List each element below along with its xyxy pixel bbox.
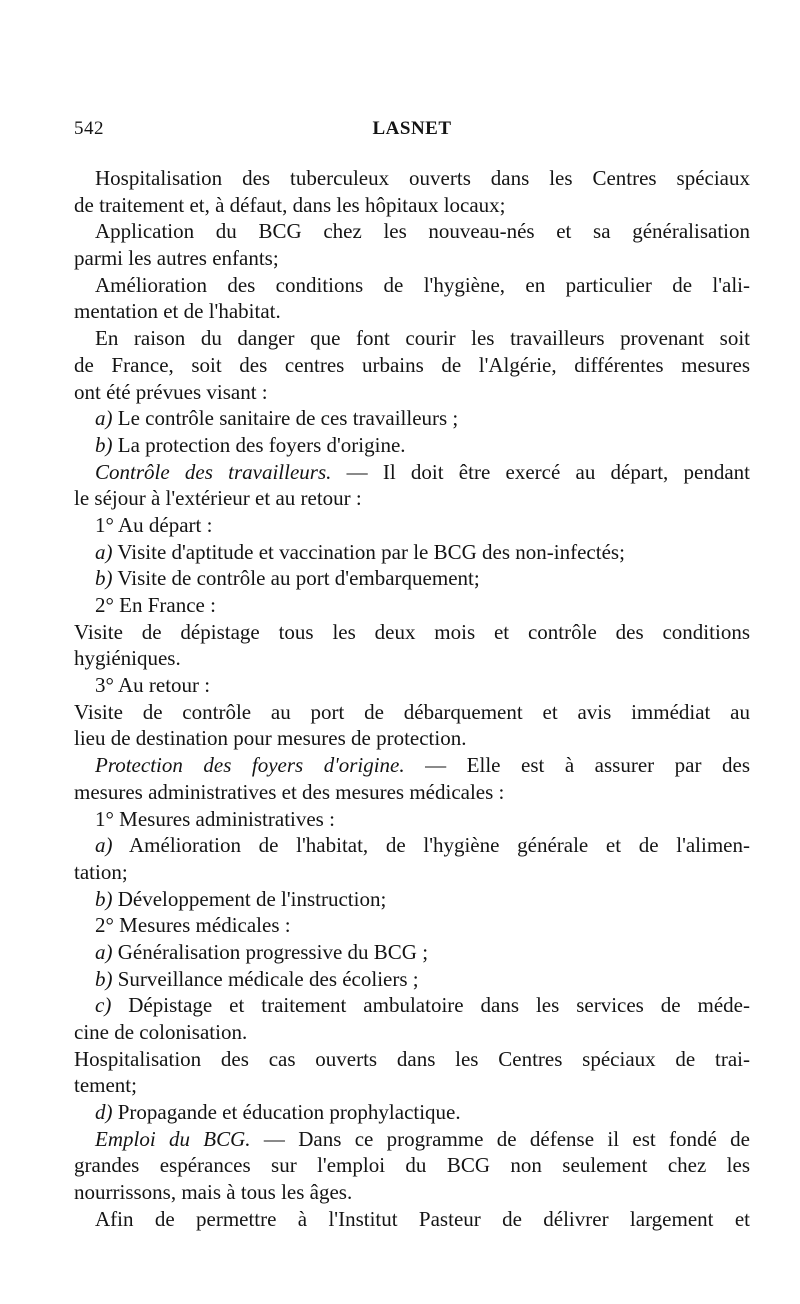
text-line: Hospitalisation des tuberculeux ouverts dans les Centres spéciaux [95,166,750,190]
list-item: b) Développement de l'instruction; [95,886,387,911]
running-title: LASNET [372,118,452,139]
section-heading: Emploi du BCG. [95,1126,251,1151]
text-line: hygiéniques. [74,646,181,671]
text-line: En raison du danger que font courir les travailleurs provenant soit [95,326,750,351]
list-item: a) Visite d'aptitude et vaccination par le BCG des non-infectés; [95,539,625,564]
page-header [74,118,750,142]
page-number: 542 [74,118,104,139]
text-line: tation; [74,859,128,884]
section-heading-line: Protection des foyers d'origine. — Elle est à assurer par des [95,753,750,778]
text-line: ont été prévues visant : [74,379,268,404]
text-line: Afin de permettre à l'Institut Pasteur de délivrer largement et [95,1206,750,1231]
text-line: de traitement et, à défaut, dans les hôpitaux locaux; [74,192,506,217]
text-line: nourrissons, mais à tous les âges. [74,1180,353,1205]
text-line: Application du BCG chez les nouveau-nés et sa généralisation [95,219,750,244]
text-line: Hospitalisation des cas ouverts dans les Centres spéciaux de trai- [74,1046,750,1071]
section-heading: Contrôle des travailleurs. [95,459,332,484]
text-line: le séjour à l'extérieur et au retour : [74,486,362,511]
list-item: b) Visite de contrôle au port d'embarquement; [95,566,480,591]
list-marker: b) [95,566,113,591]
list-marker: b) [95,966,113,991]
list-marker: a) [95,539,113,564]
list-marker: b) [95,432,113,457]
list-marker: c) [95,993,112,1018]
text-line: 2° Mesures médicales : [95,913,291,938]
list-marker: a) [95,406,113,431]
section-heading: Protection des foyers d'origine. [95,753,405,778]
text-line: de France, soit des centres urbains de l'Algérie, différentes mesures [74,352,750,377]
text-line: lieu de destination pour mesures de protection. [74,726,467,751]
text-line: 1° Mesures administratives : [95,806,335,831]
list-marker: b) [95,886,113,911]
text-line: cine de colonisation. [74,1020,248,1044]
list-item: b) La protection des foyers d'origine. [95,432,406,457]
text-line: mentation et de l'habitat. [74,299,281,324]
body-text [74,165,750,1233]
text-line: 2° En France : [95,593,216,617]
text-line: mesures administratives et des mesures médicales : [74,779,505,804]
list-item: a) Le contrôle sanitaire de ces travailleurs ; [95,406,459,431]
list-item: d) Propagande et éducation prophylactique. [95,1100,461,1125]
list-marker: a) [95,833,113,858]
list-item: a) Amélioration de l'habitat, de l'hygiène générale et de l'alimen- [95,833,750,858]
text-line: tement; [74,1073,137,1098]
list-item: b) Surveillance médicale des écoliers ; [95,966,419,991]
text-line: Visite de contrôle au port de débarquement et avis immédiat au [74,699,750,724]
list-item: c) Dépistage et traitement ambulatoire dans les services de méde- [95,993,750,1018]
text-line: grandes espérances sur l'emploi du BCG non seulement chez les [74,1153,750,1178]
section-heading-line: Emploi du BCG. — Dans ce programme de défense il est fondé de [95,1126,750,1151]
text-line: 1° Au départ : [95,512,213,537]
list-marker: d) [95,1100,113,1125]
text-line: Visite de dépistage tous les deux mois et contrôle des conditions [74,619,750,644]
section-heading-line: Contrôle des travailleurs. — Il doit être exercé au départ, pendant [95,459,750,484]
list-item: a) Généralisation progressive du BCG ; [95,939,429,964]
text-line: 3° Au retour : [95,673,211,698]
text-line: Amélioration des conditions de l'hygiène, en particulier de l'ali- [95,272,750,297]
list-marker: a) [95,939,113,964]
text-line: parmi les autres enfants; [74,246,279,271]
